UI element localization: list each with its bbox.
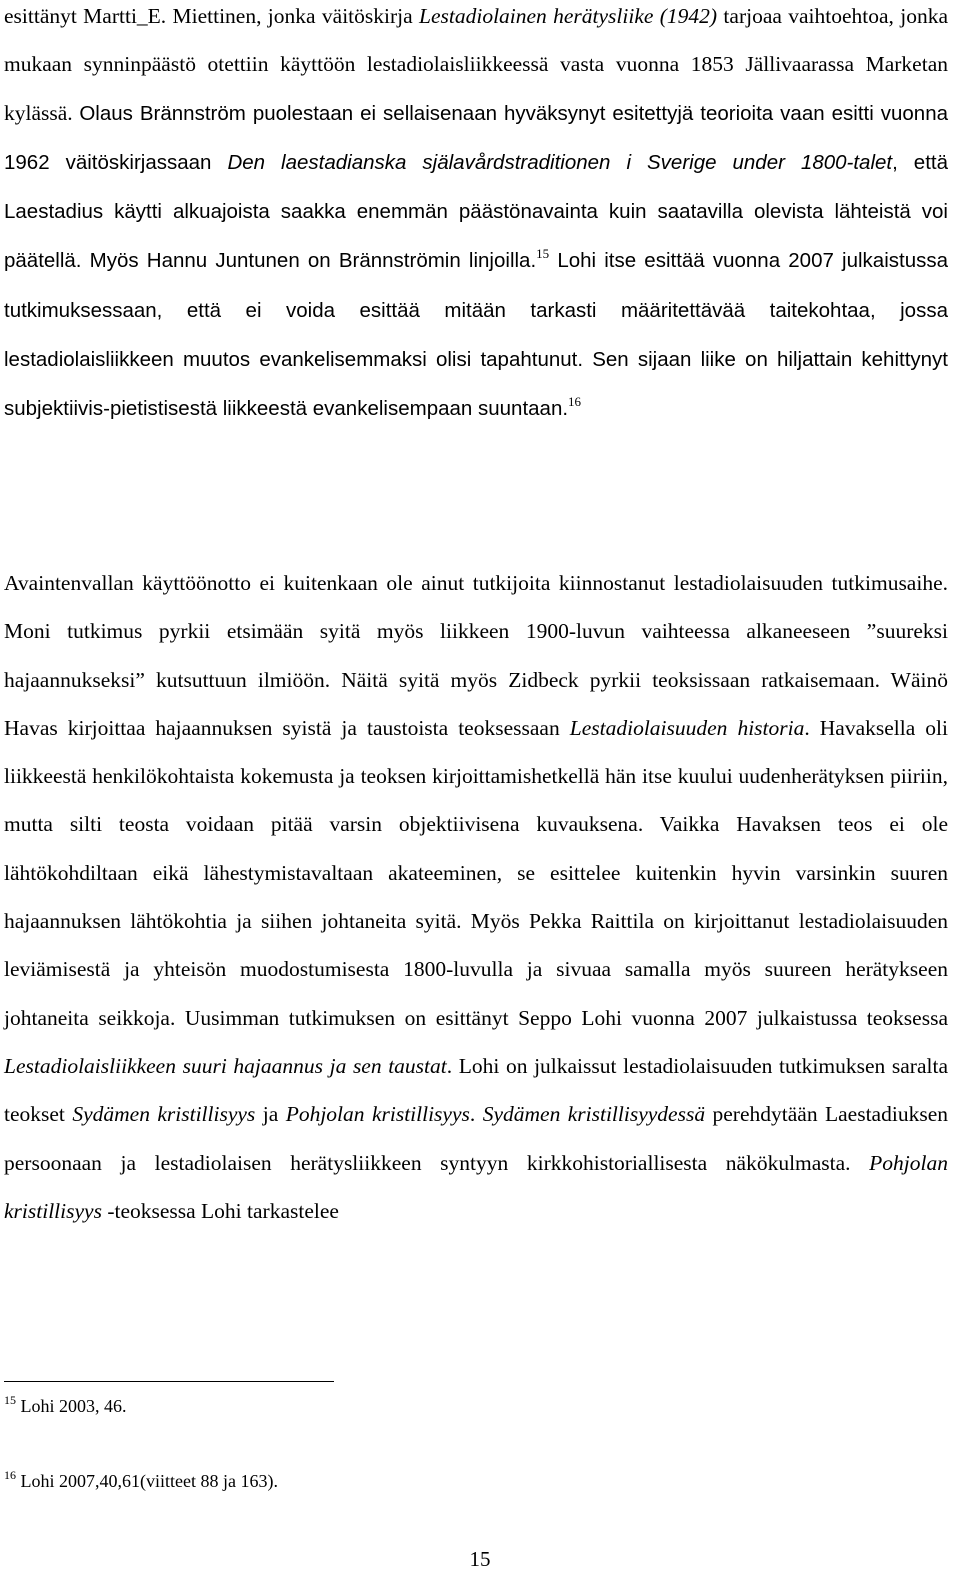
book-title: Sydämen kristillisyydessä bbox=[482, 1102, 706, 1127]
paragraph-text: Olaus Brännström puolestaan ei sellaisenaan hyväksynyt esitettyjä teorioita vaan esitti vuonna 1962 väitöskirjassaan bbox=[4, 101, 948, 174]
page-number: 15 bbox=[469, 1547, 491, 1571]
paragraph-text: ja bbox=[255, 1102, 286, 1127]
paragraph-text: Lohi itse esittää vuonna 2007 julkaistussa tutkimuksessaan, että ei voida esittää mitään tarkasti määritettävää taitekohtaa, jossa lestadiolaisliikkeen muutos evankelisemmaksi olisi tapahtunut. Sen sijaan liike on hiljattain kehittynyt subjektiivis-pietistisestä liikkeestä evankelisempaan suuntaan. bbox=[4, 249, 948, 421]
book-title: Lestadiolainen herätysliike (1942) bbox=[419, 4, 718, 28]
book-title: Pohjolan kristillisyys bbox=[4, 1150, 948, 1223]
footnote-reference: 16 bbox=[568, 394, 582, 410]
book-title: Sydämen kristillisyys bbox=[72, 1102, 256, 1127]
footnote-text: Lohi 2007,40,61(viitteet 88 ja 163). bbox=[16, 1471, 278, 1491]
paragraph-text: -teoksessa Lohi tarkastelee bbox=[101, 1198, 339, 1223]
footnote-reference: 15 bbox=[536, 246, 550, 262]
footnote bbox=[4, 1470, 278, 1492]
footnote bbox=[4, 1395, 127, 1417]
book-title: Lestadiolaisuuden historia bbox=[569, 715, 805, 740]
paragraph-text: . bbox=[469, 1102, 483, 1127]
footnote-number: 15 bbox=[4, 1393, 16, 1407]
body-paragraph bbox=[4, 559, 948, 1235]
paragraph-text: . Havaksella oli liikkeestä henkilökohtaista kokemusta ja teoksen kirjoittamishetkellä hän itse kuului uudenherätyksen piiriin, mutta silti teosta voidaan pitää varsin objektiivisena kuvauksena. Vaikka Havaksen teos ei ole lähtökohdiltaan eikä lähestymistavaltaan akateeminen, se esittelee kuitenkin hyvin varsinkin suuren hajaannuksen lähtökohtia ja siihen johtaneita syitä. Myös Pekka Raittila on kirjoittanut lestadiolaisuuden leviämisestä ja yhteisön muodostumisesta 1800-luvulla ja sivuaa samalla myös suureen herätykseen johtaneita seikkoja. Uusimman tutkimuksen on esittänyt Seppo Lohi vuonna 2007 julkaistussa teoksessa bbox=[4, 715, 948, 1030]
footnote-separator bbox=[4, 1381, 334, 1382]
footnote-number: 16 bbox=[4, 1468, 16, 1482]
body-paragraph bbox=[4, 0, 948, 434]
paragraph-text: perehdytään Laestadiuksen persoonaan ja lestadiolaisen herätysliikkeen syntyyn kirkkohistoriallisesta näkökulmasta. bbox=[4, 1102, 948, 1175]
footnote-text: Lohi 2003, 46. bbox=[16, 1396, 127, 1416]
paragraph-text: . Lohi on julkaissut lestadiolaisuuden tutkimuksen saralta teokset bbox=[4, 1053, 949, 1127]
book-title: Den laestadianska själavårdstraditionen i Sverige under 1800-talet bbox=[227, 150, 893, 174]
paragraph-text: esittänyt Martti_E. Miettinen, jonka väitöskirja bbox=[4, 4, 419, 28]
book-title: Pohjolan kristillisyys bbox=[285, 1102, 470, 1127]
book-title: Lestadiolaisliikkeen suuri hajaannus ja sen taustat bbox=[4, 1053, 447, 1078]
paragraph-text: tarjoaa vaihtoehtoa, jonka mukaan synninpäästö otettiin käyttöön lestadiolaisliikkeessä vasta vuonna 1853 Jällivaarassa Marketan kylässä. bbox=[4, 4, 949, 125]
paragraph-text: , että Laestadius käytti alkuajoista saakka enemmän päästönavainta kuin saatavilla olevista lähteistä voi päätellä. Myös Hannu Juntunen on Brännströmin linjoilla. bbox=[4, 150, 948, 273]
paragraph-text: Avaintenvallan käyttöönotto ei kuitenkaan ole ainut tutkijoita kiinnostanut lestadiolaisuuden tutkimusaihe. Moni tutkimus pyrkii etsimään syitä myös liikkeen 1900-luvun vaihteessa alkaneeseen ”suureksi hajaannukseksi” kutsuttuun ilmiöön. Näitä syitä myös Zidbeck pyrkii teoksissaan ratkaisemaan. Wäinö Havas kirjoittaa hajaannuksen syistä ja taustoista teoksessaan bbox=[4, 571, 948, 740]
